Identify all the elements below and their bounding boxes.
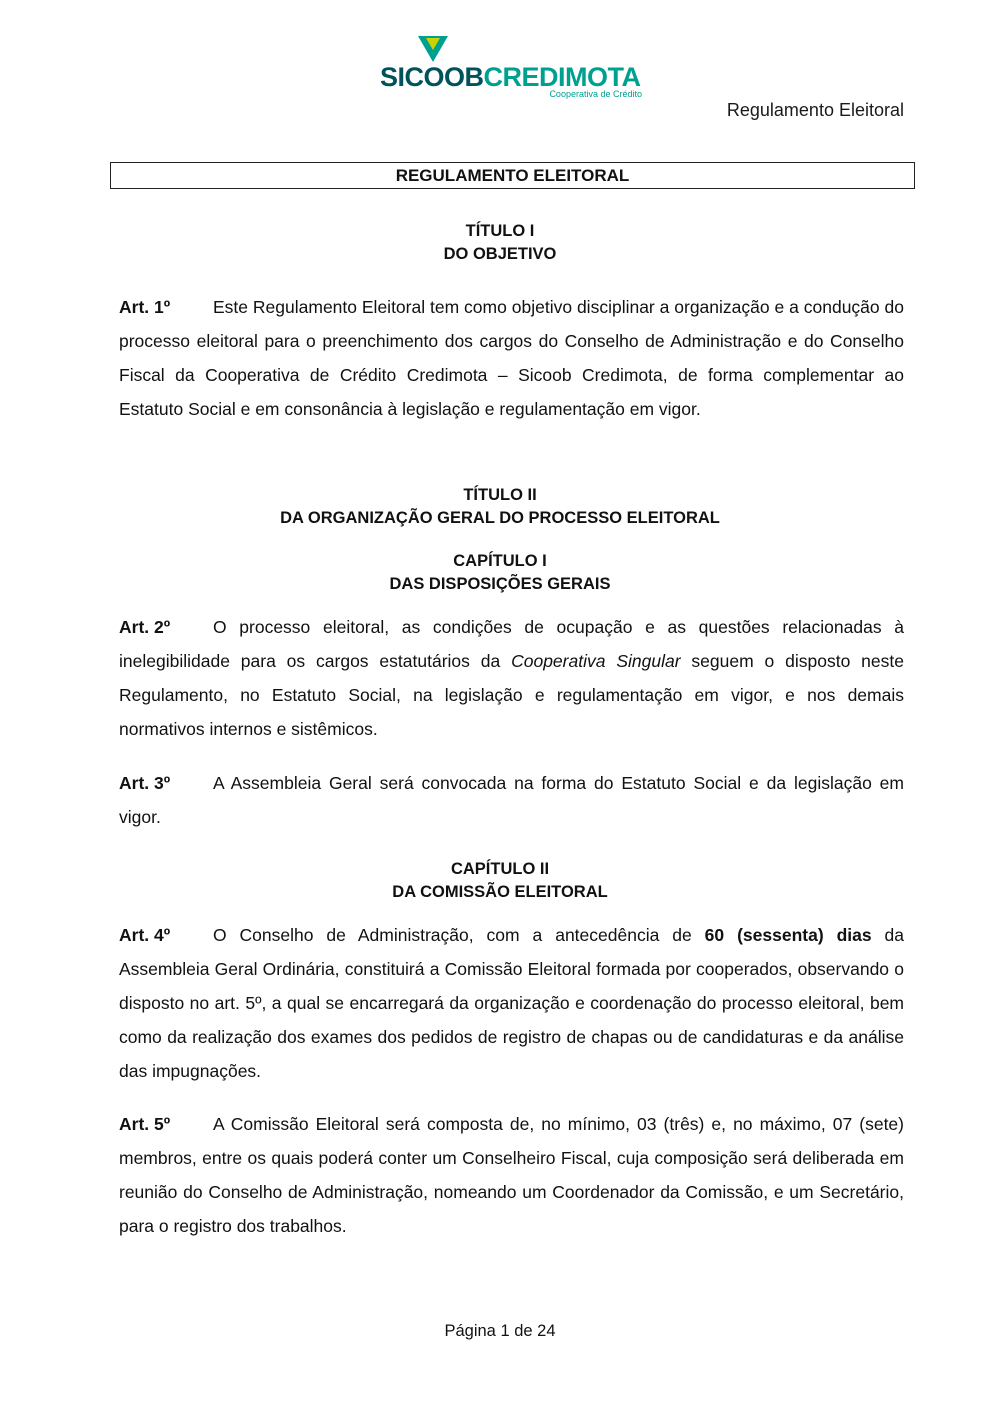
sicoob-mark-icon	[416, 34, 450, 64]
document-title: REGULAMENTO ELEITORAL	[110, 162, 915, 189]
article-4	[119, 918, 904, 1088]
article-5	[119, 1107, 904, 1243]
capitulo-1-label: CAPÍTULO I	[453, 552, 547, 570]
capitulo-2-label: CAPÍTULO II	[450, 860, 550, 878]
article-5-text: A Comissão Eleitoral será composta de, no mínimo, 03 (três) e, no máximo, 07 (sete) membros, entre os quais poderá conter um Conselheiro Fiscal, cuja composição será deliberada em reunião do Conselho de Administração, nomeando um Coordenador da Comissão, e um Secretário, para o registro dos trabalhos.	[119, 1114, 904, 1236]
article-2-text-after: seguem o disposto neste Regulamento, no Estatuto Social, na legislação e regulamentação em vigor, e nos demais normativos internos e sistêmicos.	[119, 651, 904, 739]
article-3	[119, 766, 904, 834]
header-document-name: Regulamento Eleitoral	[726, 100, 904, 120]
titulo-1-label: TÍTULO I	[465, 222, 535, 240]
article-4-bold: 60 (sessenta) dias	[704, 925, 872, 945]
article-2-text-before: O processo eleitoral, as condições de ocupação e as questões relacionadas à inelegibilidade para os cargos estatutários da	[119, 617, 904, 671]
article-5-number: Art. 5º	[119, 1114, 171, 1134]
capitulo-2-name: DA COMISSÃO ELEITORAL	[392, 883, 608, 901]
article-1	[119, 290, 904, 426]
logo-brand-part1: SICOOB	[380, 62, 484, 92]
capitulo-1-heading	[110, 550, 890, 596]
article-1-text: Este Regulamento Eleitoral tem como objetivo disciplinar a organização e a condução do processo eleitoral para o preenchimento dos cargos do Conselho de Administração e do Conselho Fiscal da Cooperativa de Crédito Credimota – Sicoob Credimota, de forma complementar ao Estatuto Social e em consonância à legislação e regulamentação em vigor.	[119, 297, 904, 419]
titulo-2-name: DA ORGANIZAÇÃO GERAL DO PROCESSO ELEITORAL	[280, 509, 720, 527]
logo-brand	[380, 62, 641, 92]
logo-brand-part2: CREDIMOTA	[483, 62, 641, 92]
article-2-emphasis: Cooperativa Singular	[511, 651, 681, 671]
article-3-text: A Assembleia Geral será convocada na forma do Estatuto Social e da legislação em vigor.	[119, 773, 904, 827]
article-1-number: Art. 1º	[119, 297, 171, 317]
titulo-2-heading	[110, 484, 890, 530]
article-2	[119, 610, 904, 746]
article-4-text-before: O Conselho de Administração, com a antecedência de	[213, 925, 705, 945]
capitulo-1-name: DAS DISPOSIÇÕES GERAIS	[389, 575, 611, 593]
capitulo-2-heading	[110, 858, 890, 904]
article-3-number: Art. 3º	[119, 773, 171, 793]
article-4-text-after: da Assembleia Geral Ordinária, constituirá a Comissão Eleitoral formada por cooperados, observando o disposto no art. 5º, a qual se encarregará da organização e coordenação do processo eleitoral, bem como da realização dos exames dos pedidos de registro de chapas ou de candidaturas e da análise das impugnações.	[119, 925, 905, 1081]
article-2-number: Art. 2º	[119, 617, 171, 637]
article-4-number: Art. 4º	[119, 925, 171, 945]
titulo-1-name: DO OBJETIVO	[443, 245, 557, 263]
titulo-1-heading	[110, 220, 890, 266]
company-logo	[372, 34, 644, 100]
logo-subtitle: Cooperativa de Crédito	[549, 89, 642, 99]
page-number: Página 1 de 24	[444, 1322, 556, 1340]
titulo-2-label: TÍTULO II	[463, 486, 537, 504]
